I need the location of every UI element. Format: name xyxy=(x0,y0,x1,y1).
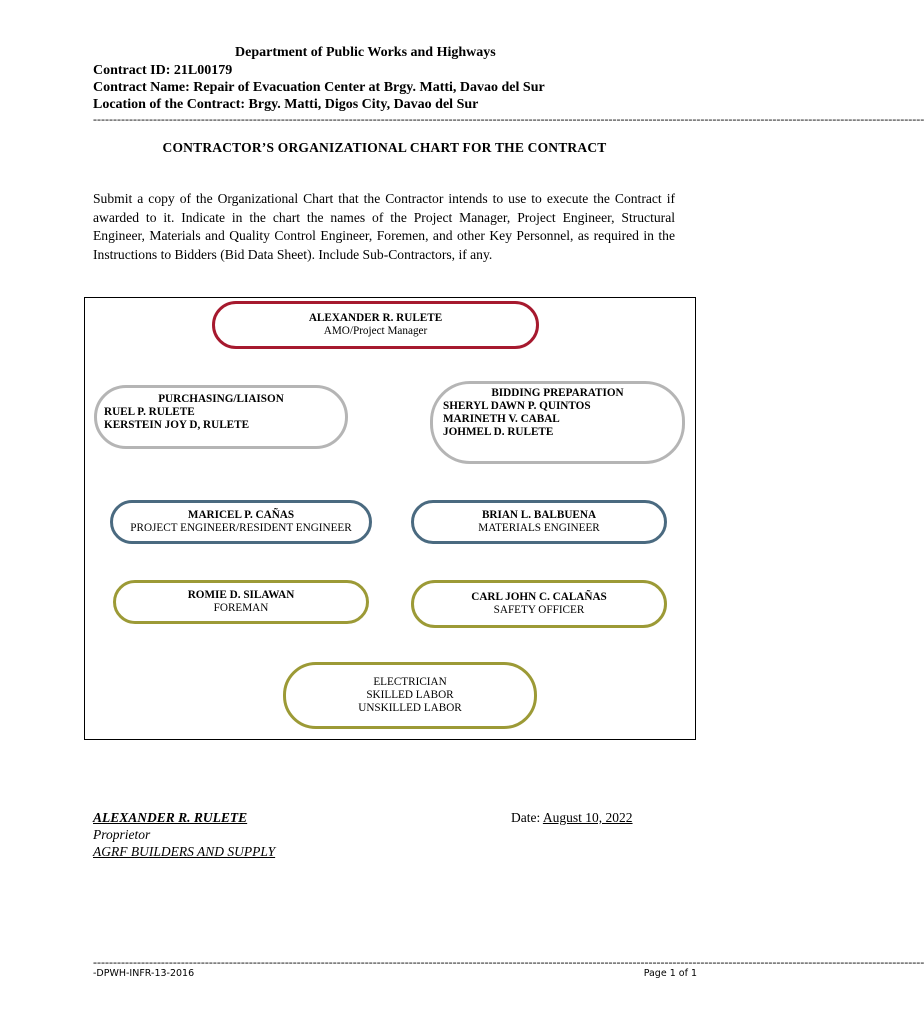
bidding-member: SHERYL DAWN P. QUINTOS xyxy=(443,400,591,412)
foreman-role: FOREMAN xyxy=(213,602,269,614)
project-engineer-node xyxy=(110,500,372,544)
purchasing-member: RUEL P. RULETE xyxy=(104,406,195,418)
agency-name: Department of Public Works and Highways xyxy=(235,45,496,60)
bidding-member: JOHMEL D. RULETE xyxy=(443,426,554,438)
signatory-title: Proprietor xyxy=(93,827,151,842)
page-number: Page 1 of 1 xyxy=(643,968,697,979)
page-title: CONTRACTOR’S ORGANIZATIONAL CHART FOR THE CONTRACT xyxy=(162,140,607,155)
contract-name: Contract Name: Repair of Evacuation Center at Brgy. Matti, Davao del Sur xyxy=(93,80,545,95)
signatory-name: ALEXANDER R. RULETE xyxy=(93,810,248,825)
labor-line: ELECTRICIAN xyxy=(373,676,447,688)
form-code: -DPWH-INFR-13-2016 xyxy=(93,968,195,979)
project-engineer-name: MARICEL P. CAÑAS xyxy=(187,509,295,521)
manager-role: AMO/Project Manager xyxy=(323,325,428,337)
safety-officer-name: CARL JOHN C. CALAÑAS xyxy=(471,591,607,603)
materials-engineer-role: MATERIALS ENGINEER xyxy=(478,522,600,534)
contract-id: Contract ID: 21L00179 xyxy=(93,63,233,78)
foreman-name: ROMIE D. SILAWAN xyxy=(187,589,295,601)
purchasing-member: KERSTEIN JOY D, RULETE xyxy=(104,419,250,431)
date-value: August 10, 2022 xyxy=(542,810,633,825)
materials-engineer-node xyxy=(411,500,667,544)
header-divider: ---------------------------------------------------------------------------------------------------------------------------------------------------------------------------------------------------------------- xyxy=(93,112,924,126)
labor-line: SKILLED LABOR xyxy=(366,689,454,701)
materials-engineer-name: BRIAN L. BALBUENA xyxy=(481,509,597,521)
manager-node xyxy=(212,301,539,349)
bidding-heading: BIDDING PREPARATION xyxy=(491,387,624,399)
instructions-paragraph: Submit a copy of the Organizational Chart that the Contractor intends to use to execute the Contract if awarded to it. Indicate in the chart the names of the Project Manager, Project Engineer, Structural Engineer, Materials and Quality Control Engineer, Foremen, and other Key Personnel, as required in the Instructions to Bidders (Bid Data Sheet). Include Sub-Contractors, if any. xyxy=(93,191,675,262)
date-field xyxy=(511,809,633,826)
manager-name: ALEXANDER R. RULETE xyxy=(308,312,443,324)
purchasing-heading: PURCHASING/LIAISON xyxy=(158,393,284,405)
company-name: AGRF BUILDERS AND SUPPLY xyxy=(93,844,276,859)
date-label: Date: xyxy=(511,810,541,825)
project-engineer-role: PROJECT ENGINEER/RESIDENT ENGINEER xyxy=(130,522,352,534)
labor-line: UNSKILLED LABOR xyxy=(358,702,462,714)
safety-officer-node xyxy=(411,580,667,628)
bidding-member: MARINETH V. CABAL xyxy=(443,413,560,425)
foreman-node xyxy=(113,580,369,624)
footer-divider: ---------------------------------------------------------------------------------------------------------------------------------------------------------------------------------------------------------------- xyxy=(93,955,924,969)
contract-location: Location of the Contract: Brgy. Matti, Digos City, Davao del Sur xyxy=(93,97,479,112)
safety-officer-role: SAFETY OFFICER xyxy=(493,604,585,616)
purchasing-node xyxy=(94,385,348,449)
bidding-node xyxy=(430,381,685,464)
labor-node xyxy=(283,662,537,729)
